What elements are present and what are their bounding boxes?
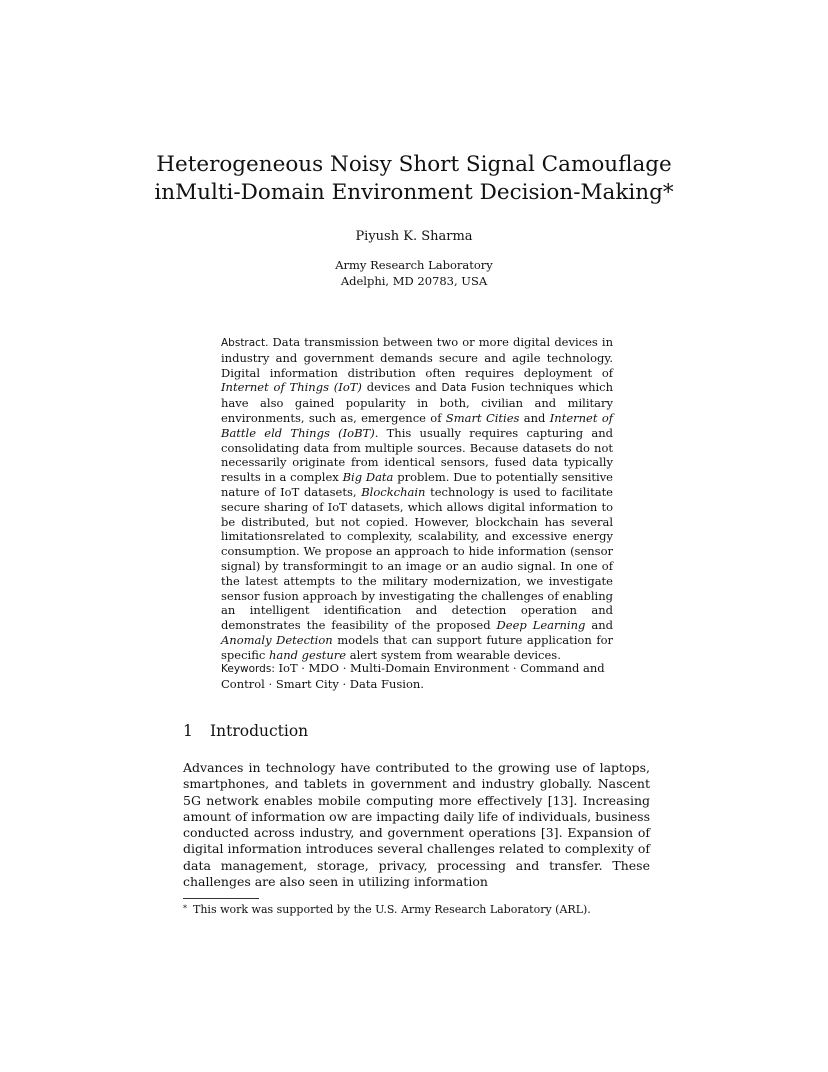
abstract-emphasis: Big Data: [342, 470, 394, 485]
abstract-text: alert system from wearable devices.: [346, 647, 561, 662]
abstract-emphasis: Smart Cities: [445, 410, 520, 425]
abstract-label: Abstract.: [221, 337, 269, 349]
abstract-text: devices and: [361, 380, 442, 395]
abstract-emphasis: Internet of Things (IoT): [221, 380, 362, 395]
title-line-2: inMulti-Domain Environment Decision-Making*: [154, 180, 674, 205]
section-heading: [183, 721, 643, 741]
abstract-emphasis: Blockchain: [361, 484, 426, 499]
footnote: [183, 902, 643, 917]
abstract-text: problem. Due to potentially sensitive nature of IoT datasets,: [221, 470, 613, 499]
abstract-text: . This usually requires capturing and consolidating data from multiple sources. Because datasets do not necessarily originate from identical sensors, fused data typically results in a complex: [221, 425, 613, 485]
abstract-emphasis: Anomaly Detection: [221, 632, 333, 647]
footnote-rule: [183, 898, 259, 899]
paper-title: [150, 151, 678, 207]
keywords-label: Keywords:: [221, 663, 275, 675]
abstract-text: Data transmission between two or more digital devices in industry and government demands secure and agile technology. Digital information distribution often requires deployment of: [221, 335, 613, 380]
abstract-paragraph: [221, 335, 613, 663]
author-affiliation: [214, 257, 614, 289]
abstract-emphasis: hand gesture: [268, 647, 347, 662]
abstract-emphasis: Internet of Battle eld Things (IoBT): [221, 410, 614, 440]
footnote-mark: *: [183, 904, 187, 913]
section-title: Introduction: [210, 722, 309, 740]
author-name: Piyush K. Sharma: [355, 229, 473, 244]
keywords: [221, 661, 613, 692]
body-paragraph: Advances in technology have contributed to the growing use of laptops, smartphones, and tablets in government and industry globally. Nascent 5G network enables mobile computing more effectively [13]. Increasing amount of information ow are impacting daily life of individuals, business conducted across industry, and government operations [3]. Expansion of digital information introduces several challenges related to complexity of data management, storage, privacy, processing and transfer. These challenges are also seen in utilizing information: [183, 760, 650, 890]
abstract-text: techniques which have also gained popularity in both, civilian and military environments, such as, emergence of: [221, 380, 614, 425]
abstract-emphasis: Deep Learning: [496, 618, 586, 633]
abstract: [221, 335, 613, 663]
abstract-text: and: [585, 618, 614, 633]
title-line-1: Heterogeneous Noisy Short Signal Camouflage: [156, 152, 672, 177]
abstract-text: models that can support future application for specific: [221, 632, 614, 662]
section-number: 1: [183, 722, 193, 740]
abstract-text: and: [519, 410, 550, 425]
abstract-text: technology is used to facilitate secure sharing of IoT datasets, which allows digital information to be distributed, but not copied. However, blockchain has several limitationsrelated to complexity, scalability, and excessive energy consumption. We propose an approach to hide information (sensor signal) by transformingit to an image or an audio signal. In one of the latest attempts to the military modernization, we investigate sensor fusion approach by investigating the challenges of enabling an intelligent identification and detection operation and demonstrates the feasibility of the proposed: [221, 484, 613, 633]
affiliation-line-1: Army Research Laboratory: [335, 258, 493, 272]
keywords-text: IoT · MDO · Multi-Domain Environment · Command and Control · Smart City · Data Fusion.: [221, 661, 605, 691]
introduction-body: [183, 760, 650, 890]
footnote-text: This work was supported by the U.S. Army Research Laboratory (ARL).: [193, 903, 591, 916]
affiliation-line-2: Adelphi, MD 20783, USA: [340, 274, 488, 288]
abstract-keyterm: Data Fusion: [441, 382, 505, 395]
